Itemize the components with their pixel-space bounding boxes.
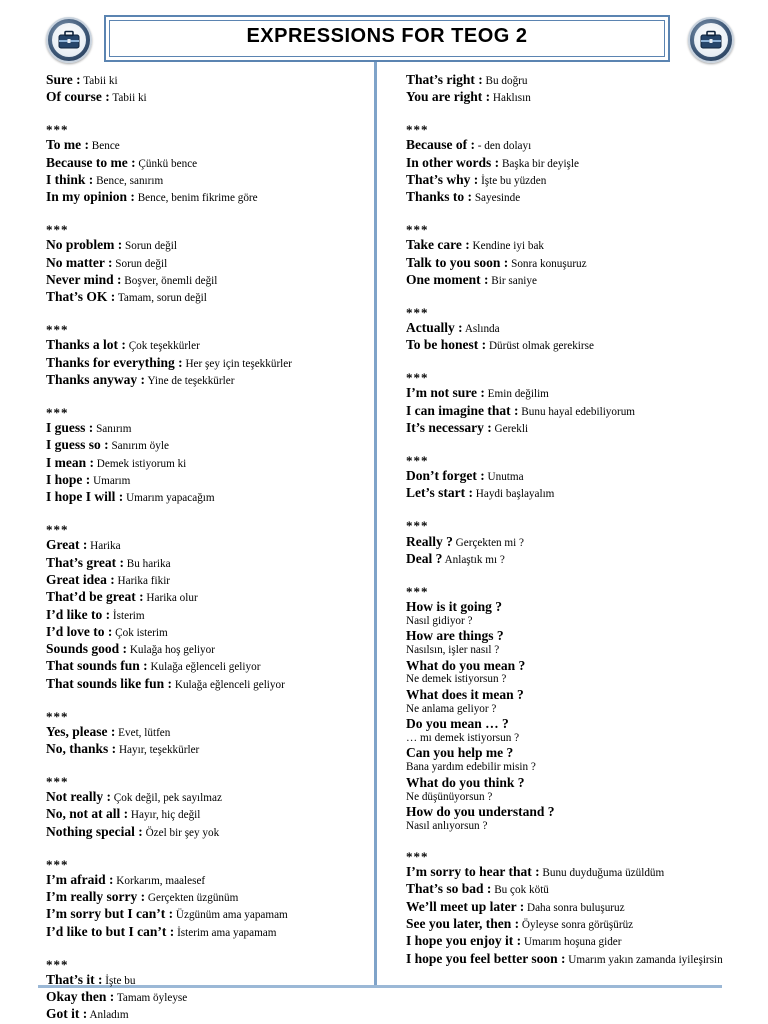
expression-turkish: Üzgünüm ama yapamam [175, 909, 288, 922]
expression-turkish: Çok değil, pek sayılmaz [113, 792, 222, 805]
expression-turkish: Boşver, önemli değil [124, 274, 218, 287]
expression-english: That’s right : [406, 72, 483, 87]
expression-entry [46, 72, 368, 89]
question-entry [406, 658, 724, 687]
expression-entry [46, 489, 368, 506]
expression-english: I think : [46, 171, 94, 187]
question-entry [406, 775, 724, 804]
expression-turkish: Çok isterim [115, 626, 168, 639]
expression-entry [46, 372, 368, 389]
section-separator: *** [406, 583, 429, 599]
expression-english: I’m not sure : [406, 385, 485, 401]
expression-english: I’m sorry but I can’t : [46, 906, 174, 922]
expression-entry [46, 724, 368, 741]
expression-english: Thanks to : [406, 189, 473, 205]
expression-turkish: Sayesinde [474, 192, 521, 205]
section-separator: *** [46, 708, 69, 724]
expression-english: Got it : [46, 1006, 88, 1022]
expression-english: No matter : [46, 254, 113, 270]
expression-entry [46, 607, 368, 624]
expression-turkish: Kulağa hoş geliyor [129, 644, 215, 657]
expression-entry [46, 555, 368, 572]
expression-entry [46, 872, 368, 889]
expression-turkish: Sorun değil [115, 257, 168, 270]
expression-english: I guess so : [46, 437, 109, 453]
expression-english: Of course : [46, 89, 110, 105]
expression-english: Actually : [406, 320, 463, 336]
expression-turkish: Demek istiyorum ki [96, 457, 187, 470]
expression-turkish: Gerçekten üzgünüm [147, 892, 239, 905]
expression-turkish: Ne düşünüyorsun ? [406, 790, 493, 803]
expression-english: That’s OK : [46, 289, 116, 305]
expression-entry [46, 806, 368, 823]
title-frame [104, 15, 670, 62]
expression-turkish: Çünkü bence [138, 157, 198, 170]
expression-turkish: Umarım hoşuna gider [523, 936, 622, 949]
expression-turkish: Bu çok kötü [494, 884, 549, 897]
expression-turkish: Kulağa eğlenceli geliyor [150, 661, 261, 674]
expression-english: You are right : [406, 89, 491, 105]
expression-turkish: Evet, lütfen [118, 726, 171, 739]
expression-turkish: Daha sonra buluşuruz [527, 901, 625, 914]
expression-turkish: Bana yardım edebilir misin ? [406, 761, 536, 774]
expression-entry [46, 741, 368, 758]
expression-turkish: Sorun değil [125, 240, 177, 253]
briefcase-icon [57, 30, 81, 50]
expression-turkish: Bu harika [126, 557, 171, 570]
expression-english: Okay then : [46, 989, 115, 1005]
expression-english: Not really : [46, 789, 111, 805]
expression-entry [46, 989, 368, 1006]
expression-entry [46, 676, 368, 693]
expression-turkish: Bir saniye [491, 274, 537, 287]
expression-turkish: Emin değilim [487, 388, 549, 401]
expression-entry [46, 906, 368, 923]
expression-entry [406, 403, 724, 420]
expression-english: I mean : [46, 454, 94, 470]
expression-english: Really ? [406, 533, 453, 549]
expression-entry [46, 337, 368, 354]
expression-entry [406, 951, 724, 968]
section-separator: *** [46, 222, 69, 238]
expression-entry [46, 89, 368, 106]
expression-english: Take care : [406, 237, 470, 253]
expression-entry [46, 289, 368, 306]
expression-turkish: Ne demek istiyorsun ? [406, 673, 507, 686]
expression-english: What do you mean ? [406, 657, 526, 673]
expression-english: See you later, then : [406, 915, 520, 931]
expression-english: It’s necessary : [406, 420, 492, 436]
section-separator: *** [406, 518, 429, 534]
section-separator: *** [406, 222, 429, 238]
expression-english: That sounds fun : [46, 658, 148, 674]
expression-entry [406, 864, 724, 881]
expression-turkish: Bunu hayal edebiliyorum [521, 405, 636, 418]
expression-turkish: Sanırım öyle [111, 440, 169, 453]
expression-turkish: İşte bu yüzden [481, 174, 547, 187]
expression-turkish: Bence, sanırım [96, 174, 164, 187]
expression-turkish: Hayır, hiç değil [130, 809, 201, 822]
expression-turkish: Harika [90, 540, 121, 553]
expression-english: I’m afraid : [46, 871, 114, 887]
expression-turkish: Kulağa eğlenceli geliyor [174, 678, 285, 691]
question-entry [406, 745, 724, 774]
expression-turkish: Ne anlama geliyor ? [406, 702, 497, 715]
expression-turkish: İsterim ama yapamam [177, 926, 277, 939]
expression-english: What do you think ? [406, 774, 525, 790]
expression-entry [406, 72, 724, 89]
expression-english: Sure : [46, 72, 81, 87]
expression-english: In my opinion : [46, 189, 135, 205]
question-entry [406, 687, 724, 716]
expression-turkish: Başka bir deyişle [501, 157, 579, 170]
expression-english: How do you understand ? [406, 804, 555, 819]
section-separator: *** [406, 452, 429, 468]
expression-turkish: Tabii ki [112, 92, 147, 105]
expression-english: I hope you feel better soon : [406, 950, 566, 966]
section-separator: *** [46, 856, 69, 872]
expression-english: Never mind : [46, 271, 122, 287]
expression-turkish: Sanırım [96, 423, 132, 436]
expression-english: One moment : [406, 271, 489, 287]
title-inner-frame [109, 20, 665, 57]
briefcase-logo-left [46, 17, 92, 63]
expression-english: I’m sorry to hear that : [406, 864, 540, 880]
question-entry [406, 716, 724, 745]
question-entry [406, 628, 724, 657]
expression-turkish: Nasıl gidiyor ? [406, 614, 473, 627]
expression-entry [46, 972, 368, 989]
expression-turkish: Yine de teşekkürler [147, 374, 235, 387]
expression-entry [406, 272, 724, 289]
expression-turkish: Aslında [464, 323, 500, 336]
section-separator: *** [46, 404, 69, 420]
expression-english: I hope : [46, 471, 91, 487]
expression-entry [46, 420, 368, 437]
expression-turkish: Öyleyse sonra görüşürüz [521, 918, 634, 931]
expression-turkish: Tabii ki [83, 75, 118, 87]
expression-english: Nothing special : [46, 823, 143, 839]
expression-english: I hope I will : [46, 489, 124, 505]
expression-english: Can you help me ? [406, 745, 514, 761]
right-column [406, 72, 724, 968]
expression-english: Sounds good : [46, 641, 128, 657]
section-separator: *** [46, 122, 69, 138]
expression-entry [406, 337, 724, 354]
expression-entry [406, 485, 724, 502]
expression-turkish: … mı demek istiyorsun ? [406, 731, 520, 744]
expression-english: Yes, please : [46, 723, 116, 739]
expression-entry [406, 320, 724, 337]
expression-entry [406, 899, 724, 916]
expression-turkish: Nasılsın, işler nasıl ? [406, 644, 500, 657]
expression-english: I’d love to : [46, 623, 113, 639]
expression-turkish: Bence [91, 140, 120, 153]
expression-english: I’m really sorry : [46, 889, 146, 905]
expression-entry [406, 933, 724, 950]
expression-turkish: Harika fikir [117, 574, 171, 587]
expression-english: I guess : [46, 420, 94, 436]
expression-entry [46, 824, 368, 841]
expression-turkish: Tamam öyleyse [116, 992, 188, 1005]
expression-entry [46, 155, 368, 172]
expression-turkish: Anlaştık mı ? [444, 553, 505, 566]
expression-turkish: Gerçekten mi ? [455, 536, 525, 549]
expression-turkish: İşte bu [105, 974, 136, 987]
expression-entry [46, 589, 368, 606]
expression-english: I’d like to : [46, 606, 111, 622]
expression-turkish: Umarım yakın zamanda iyileşirsin [568, 953, 723, 966]
expression-english: That’s why : [406, 171, 479, 187]
expression-english: Let’s start : [406, 485, 473, 501]
section-separator: *** [406, 304, 429, 320]
expression-entry [46, 1006, 368, 1023]
expression-turkish: Umarım yapacağım [126, 492, 215, 505]
expression-english: How is it going ? [406, 598, 503, 614]
expression-english: I’d like to but I can’t : [46, 923, 175, 939]
expression-entry [46, 537, 368, 554]
expression-turkish: Tamam, sorun değil [117, 292, 207, 305]
expression-turkish: Sonra konuşuruz [511, 257, 587, 270]
expression-english: That’s it : [46, 971, 103, 987]
section-separator: *** [46, 956, 69, 972]
expression-entry [406, 534, 724, 551]
expression-turkish: Bence, benim fikrime göre [137, 192, 258, 205]
expression-english: That’d be great : [46, 589, 144, 605]
expression-entry [46, 172, 368, 189]
expression-entry [406, 916, 724, 933]
expression-entry [46, 924, 368, 941]
briefcase-logo-right [688, 17, 734, 63]
expression-english: In other words : [406, 154, 500, 170]
expression-entry [406, 881, 724, 898]
expression-turkish: Her şey için teşekkürler [185, 357, 292, 370]
expression-english: Talk to you soon : [406, 254, 509, 270]
expression-english: Thanks anyway : [46, 371, 146, 387]
expression-entry [406, 137, 724, 154]
expression-english: Because to me : [46, 154, 136, 170]
expression-entry [46, 437, 368, 454]
expression-entry [46, 889, 368, 906]
expression-entry [46, 137, 368, 154]
expression-english: No problem : [46, 237, 123, 253]
expression-entry [46, 455, 368, 472]
section-separator: *** [46, 522, 69, 538]
expression-turkish: Bu doğru [485, 75, 528, 87]
expression-entry [406, 89, 724, 106]
expression-turkish: Dürüst olmak gerekirse [488, 340, 594, 353]
left-column [46, 72, 368, 1024]
section-separator: *** [406, 848, 429, 864]
expression-entry [46, 472, 368, 489]
expression-entry [46, 641, 368, 658]
expression-english: Do you mean … ? [406, 716, 509, 732]
expression-turkish: Haklısın [492, 92, 531, 105]
expression-entry [406, 189, 724, 206]
expression-entry [46, 255, 368, 272]
question-entry [406, 599, 724, 628]
expression-entry [406, 255, 724, 272]
expression-entry [46, 189, 368, 206]
expression-entry [406, 155, 724, 172]
expression-turkish: Umarım [93, 474, 131, 487]
expression-english: I hope you enjoy it : [406, 933, 522, 949]
expression-entry [406, 551, 724, 568]
expression-english: Because of : [406, 137, 475, 153]
section-separator: *** [46, 773, 69, 789]
expression-english: No, not at all : [46, 806, 129, 822]
expression-turkish: Haydi başlayalım [475, 488, 555, 501]
expression-english: To be honest : [406, 337, 487, 353]
expression-turkish: Harika olur [146, 592, 198, 605]
expression-entry [46, 572, 368, 589]
expression-entry [406, 385, 724, 402]
expression-entry [46, 789, 368, 806]
expression-entry [406, 237, 724, 254]
expression-english: Thanks for everything : [46, 354, 183, 370]
expression-english: Great idea : [46, 571, 115, 587]
question-entry [406, 804, 724, 833]
expression-english: Deal ? [406, 550, 443, 566]
expression-turkish: Kendine iyi bak [472, 240, 545, 253]
expression-english: How are things ? [406, 628, 504, 644]
expression-english: That’s so bad : [406, 881, 492, 897]
expression-entry [406, 172, 724, 189]
expression-turkish: - den dolayı [477, 140, 532, 153]
briefcase-icon [699, 30, 723, 50]
expression-english: What does it mean ? [406, 686, 524, 702]
expression-turkish: Özel bir şey yok [145, 826, 220, 839]
expression-turkish: Unutma [487, 471, 524, 484]
expression-entry [46, 624, 368, 641]
expression-entry [46, 237, 368, 254]
expression-entry [46, 658, 368, 675]
expression-turkish: Gerekli [494, 423, 529, 436]
expression-english: We’ll meet up later : [406, 898, 525, 914]
expression-turkish: Anladım [89, 1009, 129, 1022]
expression-entry [406, 420, 724, 437]
expression-english: That’s great : [46, 554, 124, 570]
expression-turkish: Hayır, teşekkürler [118, 744, 200, 757]
expression-turkish: Çok teşekkürler [128, 340, 200, 353]
section-separator: *** [46, 322, 69, 338]
expression-english: That sounds like fun : [46, 675, 173, 691]
expression-english: No, thanks : [46, 741, 117, 757]
expression-turkish: İsterim [112, 609, 145, 622]
expression-english: Thanks a lot : [46, 337, 126, 353]
column-divider [374, 62, 377, 988]
expression-turkish: Bunu duyduğuma üzüldüm [542, 867, 665, 880]
page-title: EXPRESSIONS FOR TEOG 2 [246, 25, 528, 47]
section-separator: *** [406, 370, 429, 386]
expression-turkish: Korkarım, maalesef [116, 874, 206, 887]
expression-entry [46, 355, 368, 372]
section-separator: *** [406, 122, 429, 138]
expression-turkish: Nasıl anlıyorsun ? [406, 819, 488, 832]
expression-english: To me : [46, 137, 89, 153]
expression-english: Don’t forget : [406, 468, 485, 484]
expression-entry [46, 272, 368, 289]
expression-english: I can imagine that : [406, 402, 519, 418]
expression-english: Great : [46, 537, 88, 553]
expression-entry [406, 468, 724, 485]
